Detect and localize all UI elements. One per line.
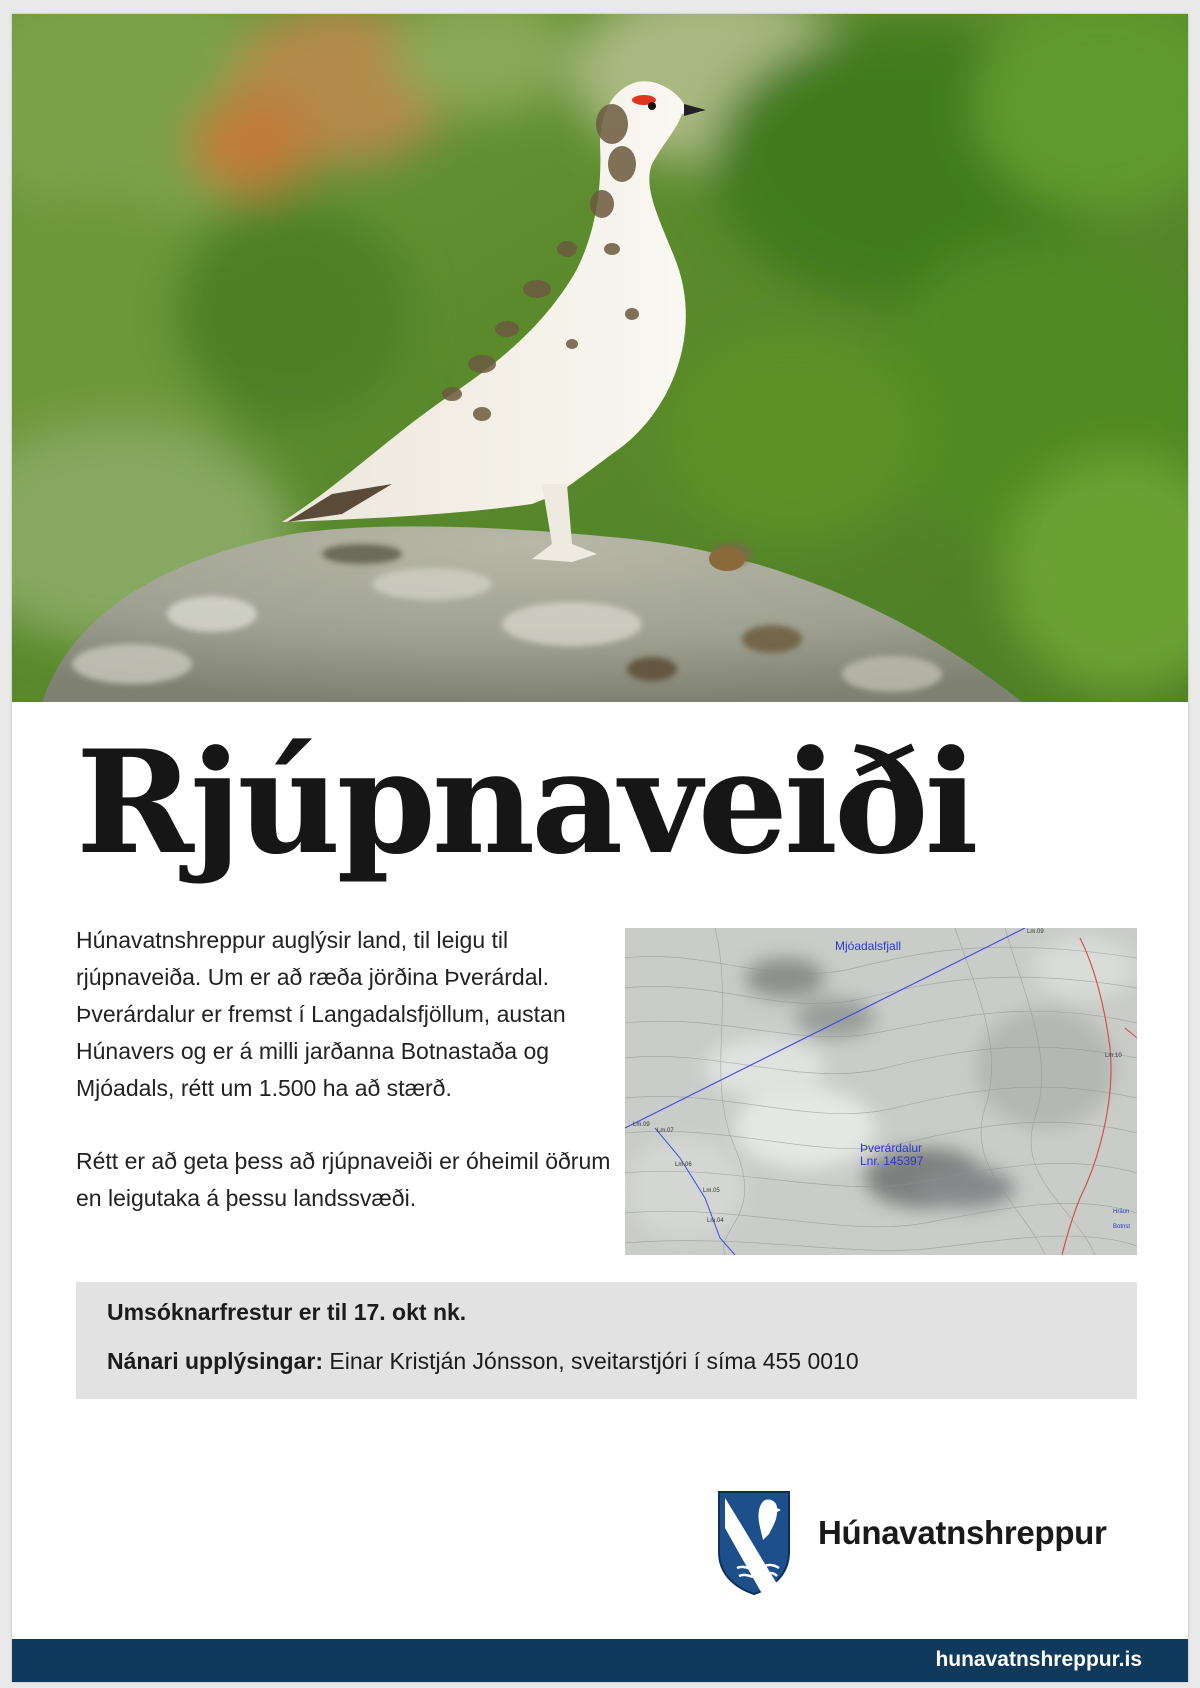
contact-info <box>107 1348 859 1375</box>
map-point-label: Lm.05 <box>703 1188 720 1194</box>
info-box <box>76 1282 1137 1399</box>
footer-bar <box>12 1639 1188 1682</box>
map-label-farm-name: Þverárdalur <box>860 1141 923 1155</box>
body-paragraph-1: Húnavatnshreppur auglýsir land, til leigu til rjúpnaveiða. Um er að ræða jörðina Þverárdal. Þverárdalur er fremst í Langadalsfjöllum, austan Húnavers og er á milli jarðanna Botnastaða og Mjóadals, rétt um 1.500 ha að stærð. <box>76 927 566 1101</box>
shield-falcon-icon <box>717 1490 791 1596</box>
municipal-coat-of-arms <box>717 1490 791 1596</box>
ptarmigan-photo-drawing <box>12 14 1188 702</box>
map-edge-label: Botnst <box>1113 1224 1131 1230</box>
map-point-label: Lm.04 <box>707 1218 724 1224</box>
poster-page <box>12 14 1188 1682</box>
body-paragraph-2: Rétt er að geta þess að rjúpnaveiði er óheimil öðrum en leigutaka á þessu landssvæði. <box>76 1148 611 1211</box>
map-point-label: Lm.07 <box>657 1128 674 1134</box>
land-map <box>625 928 1137 1255</box>
body-text <box>76 922 614 1253</box>
deadline-text: Umsóknarfrestur er til 17. okt nk. <box>107 1299 467 1325</box>
map-point-label: Lm.09 <box>633 1122 650 1128</box>
contact-info-label: Nánari upplýsingar: <box>107 1348 323 1374</box>
ptarmigan-photo <box>12 14 1188 702</box>
contact-info-text: Einar Kristján Jónsson, sveitarstjóri í síma 455 0010 <box>322 1348 859 1374</box>
map-edge-label: Hráun <box>1113 1209 1130 1215</box>
topographic-map-drawing <box>625 928 1137 1255</box>
map-label-farm-id: Lnr. 145397 <box>860 1154 924 1168</box>
map-point-label: Lm.06 <box>675 1162 692 1168</box>
website-link[interactable]: hunavatnshreppur.is <box>935 1648 1142 1671</box>
map-label-mountain: Mjóadalsfjall <box>835 939 902 953</box>
map-point-label: Lm.09 <box>1027 929 1044 935</box>
poster-title: Rjúpnaveiði <box>76 720 975 886</box>
map-point-label: Lm.10 <box>1105 1053 1122 1059</box>
organization-name: Húnavatnshreppur <box>818 1514 1107 1551</box>
